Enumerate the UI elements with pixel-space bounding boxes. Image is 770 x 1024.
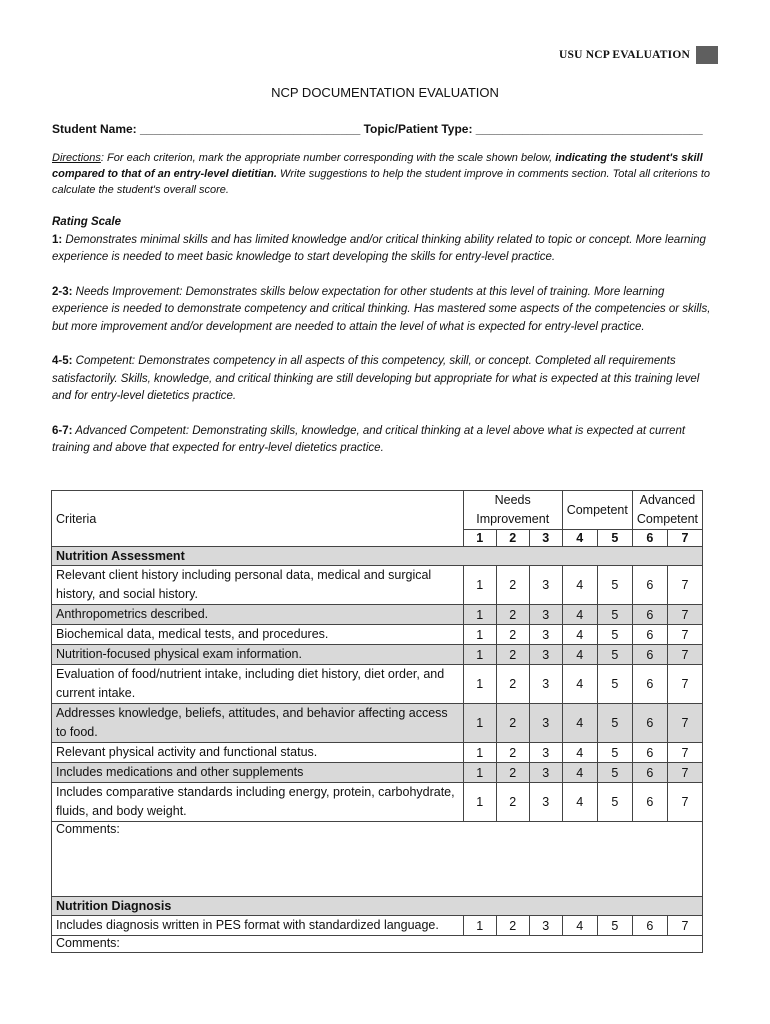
header-tag: [559, 46, 718, 64]
score-option[interactable]: 5: [597, 566, 632, 605]
header-tag-box: [696, 46, 718, 64]
score-option[interactable]: 1: [463, 783, 496, 822]
rating-item: 4-5: Competent: Demonstrates competency in all aspects of this competency, skill, or concept. Completed all requirements satisfactorily. Skills, knowledge, and critical thinking are still developing but appropriate for what is expected at this training level and for entry-level dietetics practice.: [52, 355, 700, 402]
score-option[interactable]: 1: [463, 743, 496, 763]
score-option[interactable]: 5: [597, 645, 632, 665]
score-option[interactable]: 7: [667, 763, 702, 783]
criterion-row: [52, 916, 703, 936]
criteria-table: [51, 490, 703, 953]
score-option[interactable]: 7: [667, 916, 702, 936]
score-option[interactable]: 1: [463, 566, 496, 605]
score-option[interactable]: 3: [529, 783, 562, 822]
rating-item: 1: Demonstrates minimal skills and has limited knowledge and/or critical thinking ability related to topic or concept. More learning experience is needed to meet basic knowledge to start developing the skills for entry-level practice.: [52, 233, 706, 263]
page-title: NCP DOCUMENTATION EVALUATION: [271, 85, 499, 100]
score-option[interactable]: 1: [463, 916, 496, 936]
score-option[interactable]: 7: [667, 783, 702, 822]
criterion-text: Anthropometrics described.: [52, 605, 464, 625]
directions: [52, 150, 712, 198]
criterion-text: Evaluation of food/nutrient intake, including diet history, diet order, and current intake.: [52, 665, 464, 704]
comments-row[interactable]: [52, 822, 703, 897]
directions-text-2: Write suggestions to help the student improve in comments section. Total all criterions to calculate the student's overall score.: [52, 168, 711, 196]
score-option[interactable]: 5: [597, 605, 632, 625]
criterion-text: Nutrition-focused physical exam information.: [52, 645, 464, 665]
rating-item: 2-3: Needs Improvement: Demonstrates skills below expectation for other students at this level of training. More learning experience is needed to demonstrate competency and critical thinking. Has mastered some aspects of the competencies or skills, but more improvement and/or development are needed to attain the level of what is expected for entry-level practice.: [52, 285, 711, 333]
score-option[interactable]: 3: [529, 566, 562, 605]
score-option[interactable]: 4: [562, 743, 597, 763]
score-option[interactable]: 6: [632, 743, 667, 763]
scale-number-header: 4: [562, 530, 597, 547]
scale-number-header: 2: [496, 530, 529, 547]
criterion-row: [52, 763, 703, 783]
criterion-text: Relevant physical activity and functional status.: [52, 743, 464, 763]
scale-number-header: 3: [529, 530, 562, 547]
criterion-text: Includes medications and other supplements: [52, 763, 464, 783]
score-option[interactable]: 4: [562, 916, 597, 936]
score-option[interactable]: 2: [496, 605, 529, 625]
rating-scale-title: Rating Scale: [52, 216, 122, 228]
scale-number-header: 5: [597, 530, 632, 547]
scale-number-header: 1: [463, 530, 496, 547]
score-option[interactable]: 3: [529, 625, 562, 645]
score-option[interactable]: 3: [529, 916, 562, 936]
score-option[interactable]: 7: [667, 566, 702, 605]
score-option[interactable]: 6: [632, 916, 667, 936]
criterion-row: [52, 566, 703, 605]
scale-number-header: 6: [632, 530, 667, 547]
directions-label: Directions: [52, 152, 101, 164]
criterion-row: [52, 743, 703, 763]
score-option[interactable]: 2: [496, 645, 529, 665]
criterion-text: Biochemical data, medical tests, and procedures.: [52, 625, 464, 645]
criteria-header: Criteria: [52, 491, 464, 547]
needs-improvement-header: Needs Improvement: [463, 491, 562, 530]
score-option[interactable]: 5: [597, 763, 632, 783]
score-option[interactable]: 1: [463, 605, 496, 625]
score-option[interactable]: 2: [496, 665, 529, 704]
scale-number-header: 7: [667, 530, 702, 547]
score-option[interactable]: 2: [496, 916, 529, 936]
rating-scale: [52, 214, 712, 475]
competent-header: Competent: [562, 491, 632, 530]
score-option[interactable]: 3: [529, 743, 562, 763]
criterion-row: [52, 605, 703, 625]
score-option[interactable]: 4: [562, 704, 597, 743]
section-nutrition-assessment: [52, 547, 703, 566]
score-option[interactable]: 2: [496, 625, 529, 645]
score-option[interactable]: 6: [632, 665, 667, 704]
score-option[interactable]: 4: [562, 665, 597, 704]
score-option[interactable]: 2: [496, 566, 529, 605]
score-option[interactable]: 4: [562, 783, 597, 822]
section-title: Nutrition Assessment: [52, 547, 703, 566]
score-option[interactable]: 1: [463, 625, 496, 645]
score-option[interactable]: 6: [632, 566, 667, 605]
criterion-row: [52, 625, 703, 645]
score-option[interactable]: 3: [529, 704, 562, 743]
rating-item: 6-7: Advanced Competent: Demonstrating skills, knowledge, and critical thinking at a level above what is expected at current training and above that expected for entry-level dietetics practice.: [52, 424, 686, 454]
score-option[interactable]: 6: [632, 645, 667, 665]
score-option[interactable]: 2: [496, 763, 529, 783]
score-option[interactable]: 5: [597, 916, 632, 936]
criterion-text: Addresses knowledge, beliefs, attitudes, and behavior affecting access to food.: [52, 704, 464, 743]
criterion-text: Relevant client history including personal data, medical and surgical history, and social history.: [52, 566, 464, 605]
section-title: Nutrition Diagnosis: [52, 897, 703, 916]
score-option[interactable]: 6: [632, 763, 667, 783]
score-option[interactable]: 7: [667, 605, 702, 625]
criterion-text: Includes diagnosis written in PES format with standardized language.: [52, 916, 464, 936]
score-option[interactable]: 3: [529, 665, 562, 704]
criterion-row: [52, 665, 703, 704]
score-option[interactable]: 7: [667, 704, 702, 743]
score-option[interactable]: 3: [529, 605, 562, 625]
comments-field[interactable]: Comments:: [52, 822, 703, 897]
score-option[interactable]: 7: [667, 625, 702, 645]
score-option[interactable]: 3: [529, 763, 562, 783]
header-tag-text: USU NCP EVALUATION: [559, 49, 690, 61]
score-option[interactable]: 4: [562, 763, 597, 783]
directions-bold: indicating the student's skill compared to that of an entry-level dietitian.: [52, 152, 703, 180]
score-option[interactable]: 6: [632, 704, 667, 743]
score-option[interactable]: 2: [496, 783, 529, 822]
score-option[interactable]: 5: [597, 625, 632, 645]
score-option[interactable]: 1: [463, 665, 496, 704]
score-option[interactable]: 1: [463, 645, 496, 665]
score-option[interactable]: 2: [496, 704, 529, 743]
criterion-text: Includes comparative standards including energy, protein, carbohydrate, fluids, and body weight.: [52, 783, 464, 822]
advanced-competent-header: Advanced Competent: [632, 491, 702, 530]
score-option[interactable]: 7: [667, 743, 702, 763]
score-option[interactable]: 6: [632, 783, 667, 822]
criterion-row: [52, 704, 703, 743]
score-option[interactable]: 5: [597, 704, 632, 743]
score-option[interactable]: 7: [667, 665, 702, 704]
section-nutrition-diagnosis: [52, 897, 703, 916]
comments-row[interactable]: [52, 936, 703, 953]
directions-text-1: : For each criterion, mark the appropriate number corresponding with the scale shown below,: [100, 152, 556, 164]
score-option[interactable]: 6: [632, 625, 667, 645]
score-option[interactable]: 1: [463, 763, 496, 783]
score-option[interactable]: 5: [597, 665, 632, 704]
score-option[interactable]: 5: [597, 743, 632, 763]
score-option[interactable]: 4: [562, 645, 597, 665]
score-option[interactable]: 2: [496, 743, 529, 763]
score-option[interactable]: 6: [632, 605, 667, 625]
score-option[interactable]: 7: [667, 645, 702, 665]
score-option[interactable]: 3: [529, 645, 562, 665]
comments-field[interactable]: Comments:: [52, 936, 703, 953]
score-option[interactable]: 5: [597, 783, 632, 822]
score-option[interactable]: 4: [562, 566, 597, 605]
criterion-row: [52, 645, 703, 665]
student-topic-line: Student Name: _________________________________ Topic/Patient Type: __________________________________: [52, 122, 703, 136]
score-option[interactable]: 4: [562, 625, 597, 645]
criterion-row: [52, 783, 703, 822]
score-option[interactable]: 4: [562, 605, 597, 625]
score-option[interactable]: 1: [463, 704, 496, 743]
